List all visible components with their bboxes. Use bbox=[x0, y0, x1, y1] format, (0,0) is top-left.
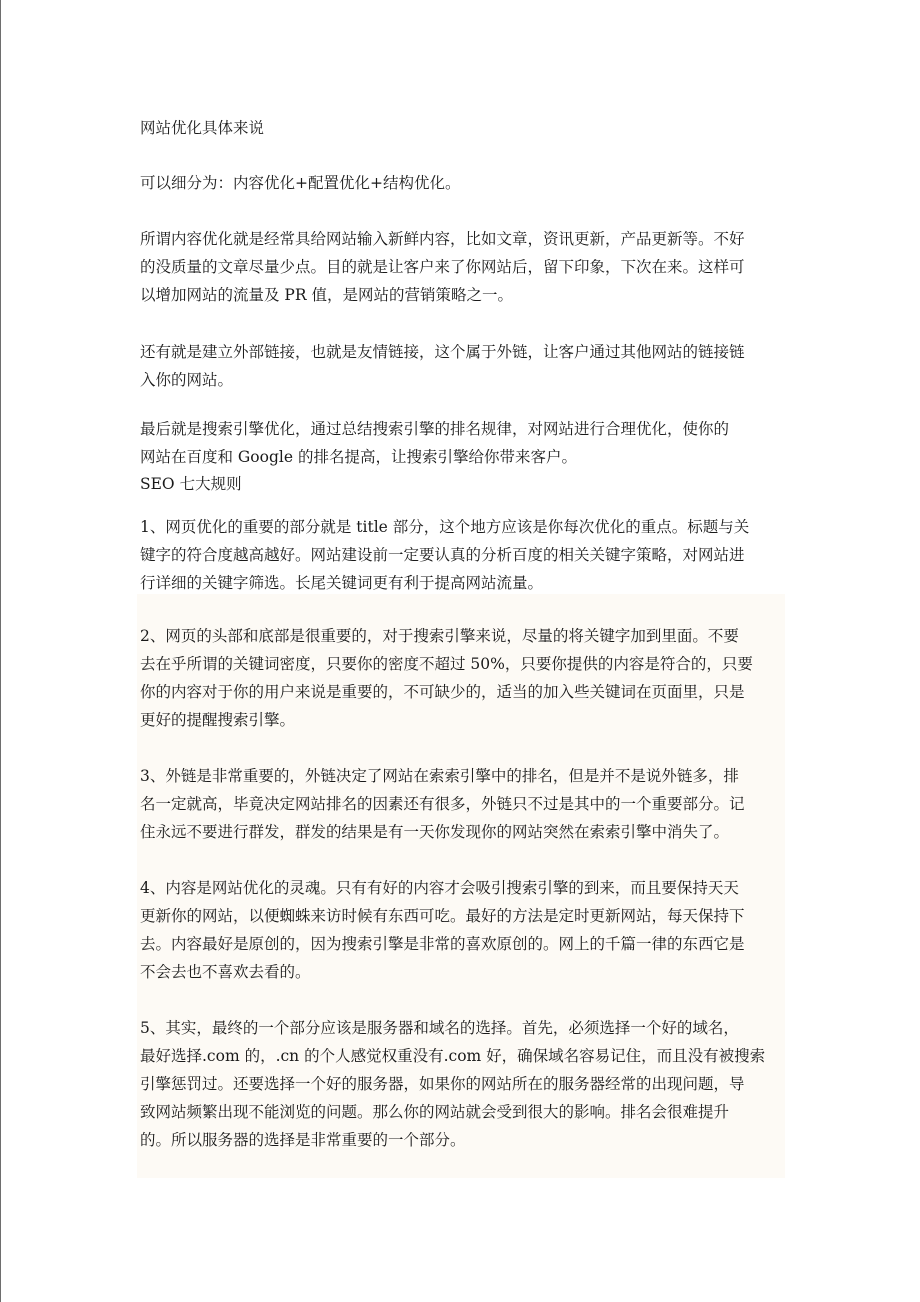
rule4-line-2: 更新你的网站，以便蜘蛛来访时候有东西可吃。最好的方法是定时更新网站，每天保持下 bbox=[140, 907, 745, 925]
seo-rules-heading bbox=[140, 470, 780, 498]
rule-4 bbox=[140, 874, 780, 986]
rule5-line-2: 最好选择.com 的，.cn 的个人感觉权重没有.com 好，确保域名容易记住，而且没有被搜索 bbox=[140, 1047, 766, 1065]
para1-line-3: 以增加网站的流量及 PR 值，是网站的营销策略之一。 bbox=[140, 286, 513, 304]
rule4-line-1: 4、内容是网站优化的灵魂。只有有好的内容才会吸引搜索引擎的到来，而且要保持天天 bbox=[140, 879, 739, 897]
rule3-line-2: 名一定就高，毕竟决定网站排名的因素还有很多，外链只不过是其中的一个重要部分。记 bbox=[140, 795, 745, 813]
seo-heading-line: SEO 七大规则 bbox=[140, 475, 242, 493]
rule3-line-3: 住永远不要进行群发，群发的结果是有一天你发现你的网站突然在索索引擎中消失了。 bbox=[140, 823, 730, 841]
para1-line-1: 所谓内容优化就是经常具给网站输入新鲜内容，比如文章，资讯更新，产品更新等。不好 bbox=[140, 230, 745, 248]
rule2-line-2: 去在乎所谓的关键词密度，只要你的密度不超过 50%，只要你提供的内容是符合的，只要 bbox=[140, 655, 753, 673]
paragraph-search-engine-optimization bbox=[140, 415, 780, 471]
rule-2 bbox=[140, 622, 780, 734]
document-title bbox=[140, 114, 780, 142]
rule1-line-2: 键字的符合度越高越好。网站建设前一定要认真的分析百度的相关关键字策略，对网站进 bbox=[140, 546, 745, 564]
rule1-line-1: 1、网页优化的重要的部分就是 title 部分，这个地方应该是你每次优化的重点。标题与关 bbox=[140, 518, 750, 536]
subtitle-line: 可以细分为：内容优化+配置优化+结构优化。 bbox=[140, 174, 461, 192]
para3-line-2: 网站在百度和 Google 的排名提高，让搜索引擎给你带来客户。 bbox=[140, 448, 577, 466]
rule5-line-3: 引擎惩罚过。还要选择一个好的服务器，如果你的网站所在的服务器经常的出现问题，导 bbox=[140, 1075, 745, 1093]
rule-5 bbox=[140, 1014, 780, 1154]
para1-line-2: 的没质量的文章尽量少点。目的就是让客户来了你网站后，留下印象，下次在来。这样可 bbox=[140, 258, 745, 276]
rule4-line-4: 不会去也不喜欢去看的。 bbox=[140, 963, 311, 981]
rule2-line-4: 更好的提醒搜索引擎。 bbox=[140, 711, 296, 729]
rule-3 bbox=[140, 762, 780, 846]
para3-line-1: 最后就是搜索引擎优化，通过总结搜索引擎的排名规律，对网站进行合理优化，使你的 bbox=[140, 420, 730, 438]
rule-1 bbox=[140, 513, 780, 597]
rule5-line-5: 的。所以服务器的选择是非常重要的一个部分。 bbox=[140, 1131, 466, 1149]
para2-line-1: 还有就是建立外部链接，也就是友情链接，这个属于外链，让客户通过其他网站的链接链 bbox=[140, 343, 745, 361]
rule4-line-3: 去。内容最好是原创的，因为搜索引擎是非常的喜欢原创的。网上的千篇一律的东西它是 bbox=[140, 935, 745, 953]
page-left-border bbox=[0, 0, 1, 1302]
paragraph-external-links bbox=[140, 338, 780, 394]
rule2-line-3: 你的内容对于你的用户来说是重要的，不可缺少的，适当的加入些关键词在页面里，只是 bbox=[140, 683, 745, 701]
rule5-line-4: 致网站频繁出现不能浏览的问题。那么你的网站就会受到很大的影响。排名会很难提升 bbox=[140, 1103, 730, 1121]
subtitle-paragraph bbox=[140, 169, 780, 197]
rule1-line-3: 行详细的关键字筛选。长尾关键词更有利于提高网站流量。 bbox=[140, 574, 544, 592]
rule5-line-1: 5、其实，最终的一个部分应该是服务器和域名的选择。首先，必须选择一个好的域名， bbox=[140, 1019, 739, 1037]
rule2-line-1: 2、网页的头部和底部是很重要的，对于搜索引擎来说，尽量的将关键字加到里面。不要 bbox=[140, 627, 739, 645]
title-line: 网站优化具体来说 bbox=[140, 119, 265, 137]
paragraph-content-optimization bbox=[140, 225, 780, 309]
para2-line-2: 入你的网站。 bbox=[140, 371, 234, 389]
rule3-line-1: 3、外链是非常重要的，外链决定了网站在索索引擎中的排名，但是并不是说外链多，排 bbox=[140, 767, 739, 785]
